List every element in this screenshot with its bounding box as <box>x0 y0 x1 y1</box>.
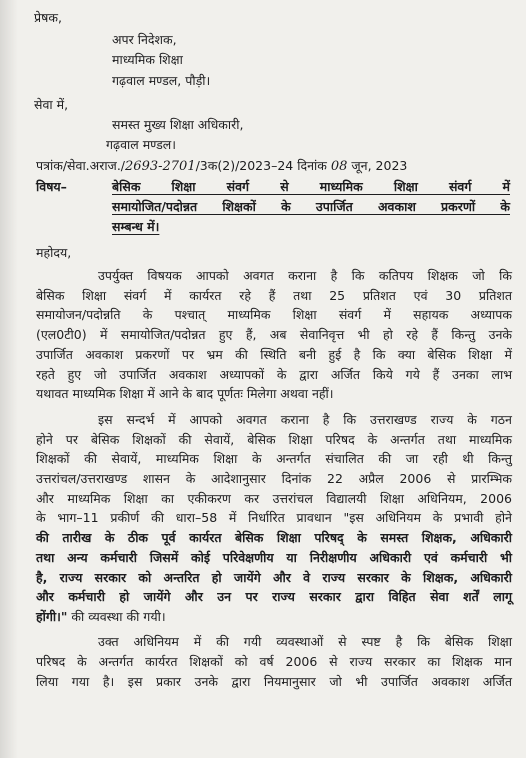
subject-line-3: सम्बन्ध में। <box>112 219 160 234</box>
recipient-designation: समस्त मुख्य शिक्षा अधिकारी, <box>112 117 244 132</box>
quote-end: होंगी।" <box>36 609 68 624</box>
para2-line: होने पर बेसिक शिक्षकों की सेवायें, बेसिक शिक्षा परिषद के अन्तर्गत तथा माध्यमिक <box>36 432 512 447</box>
para1-line: यथावत माध्यमिक शिक्षा में आने के बाद पूर्णतः मिलेगा अथवा नहीं। <box>36 386 334 401</box>
subject-line-1: बेसिक शिक्षा संवर्ग से माध्यमिक शिक्षा संवर्ग में <box>112 179 510 194</box>
para3-line: परिषद के अन्तर्गत कार्यरत शिक्षकों को वर्ष 2006 से राज्य सरकार का शिक्षक मान <box>36 654 512 669</box>
sender-designation: अपर निदेशक, <box>112 32 177 47</box>
para2-line: शिक्षकों की सेवायें, माध्यमिक शिक्षा के अन्तर्गत संचालित की जा रही थी किन्तु <box>36 451 512 466</box>
para2-line: उत्तरांचल/उत्तराखण्ड शासन के आदेशानुसार दिनांक 22 अप्रैल 2006 से प्रारम्भिक <box>36 471 512 486</box>
para3-line: लिया गया है। इस प्रकार उनके द्वारा नियमानुसार जो भी उपार्जित अवकाश अर्जित <box>36 674 512 689</box>
subject-label: विषय– <box>36 179 67 194</box>
para2-line: और माध्यमिक शिक्षा का एकीकरण कर उत्तरांचल विद्यालयी शिक्षा अधिनियम, 2006 <box>36 491 512 506</box>
reference-suffix: /3क(2)/2023–24 दिनांक <box>195 158 327 173</box>
reference-month-year: जून, 2023 <box>351 158 408 173</box>
recipient-label: सेवा में, <box>34 97 69 112</box>
sender-department: माध्यमिक शिक्षा <box>112 52 183 67</box>
para1-line: रहते हुए जो उपार्जित अवकाश अध्यापकों के द्वारा अर्जित किये गये हैं उनका लाभ <box>36 367 512 382</box>
recipient-division: गढ़वाल मण्डल। <box>106 137 177 152</box>
scan-shadow <box>0 0 18 758</box>
para1-line: उपार्जित अवकाश प्रकरणों पर भ्रम की स्थिति बनी हुई है कि क्या बेसिक शिक्षा में <box>36 347 512 362</box>
reference-line <box>36 158 407 175</box>
para3-line: उक्त अधिनियम में की गयी व्यवस्थाओं से स्पष्ट है कि बेसिक शिक्षा <box>98 634 512 649</box>
para2-line: और कर्मचारी हो जायेंगे और उन पर राज्य सरकार द्वारा विहित सेवा शर्तें लागू <box>36 589 512 604</box>
para1-line: समायोजन/पदोन्नति के पश्चात् माध्यमिक शिक्षा संवर्ग में सहायक अध्यापक <box>36 307 512 322</box>
reference-day: 08 <box>330 159 348 174</box>
para2-line: तथा अन्य कर्मचारी जिसमें कोई परिवेक्षणीय या निरीक्षणीय अधिकारी एवं कर्मचारी भी <box>36 550 512 565</box>
para1-line: (एल0टी0) में समायोजित/पदोन्नत हुए हैं, अब सेवानिवृत्त भी हो रहे हैं किन्तु उनके <box>36 327 512 342</box>
para2-line: की तारीख के ठीक पूर्व कार्यरत बेसिक शिक्षा परिषद् के समस्त शिक्षक, अधिकारी <box>36 530 512 545</box>
reference-number: 2693-2701 <box>125 159 196 174</box>
para2-line: है, राज्य सरकार को अन्तरित हो जायेंगे और वे राज्य सरकार के शिक्षक, अधिकारी <box>36 570 512 585</box>
subject-line-2: समायोजित/पदोन्नत शिक्षकों के उपार्जित अवकाश प्रकरणों के <box>112 199 510 214</box>
para1-line: उपर्युक्त विषयक आपको अवगत कराना है कि कतिपय शिक्षक जो कि <box>98 268 512 283</box>
reference-prefix: पत्रांक/सेवा.अराज./ <box>36 158 126 173</box>
sender-office: गढ़वाल मण्डल, पौड़ी। <box>112 73 211 88</box>
salutation: महोदय, <box>36 245 72 260</box>
para2-line: के भाग–11 प्रकीर्ण की धारा–58 में निर्धारित प्रावधान "इस अधिनियम के प्रभावी होने <box>36 510 512 525</box>
para1-line: बेसिक शिक्षा संवर्ग में कार्यरत रहे हैं तथा 25 प्रतिशत एवं 30 प्रतिशत <box>36 288 512 303</box>
sender-label: प्रेषक, <box>34 10 62 25</box>
para2-last-line <box>36 609 166 625</box>
quote-tail: की व्यवस्था की गयी। <box>67 609 166 624</box>
para2-line: इस सन्दर्भ में आपको अवगत कराना है कि उत्तराखण्ड राज्य के गठन <box>98 412 512 427</box>
